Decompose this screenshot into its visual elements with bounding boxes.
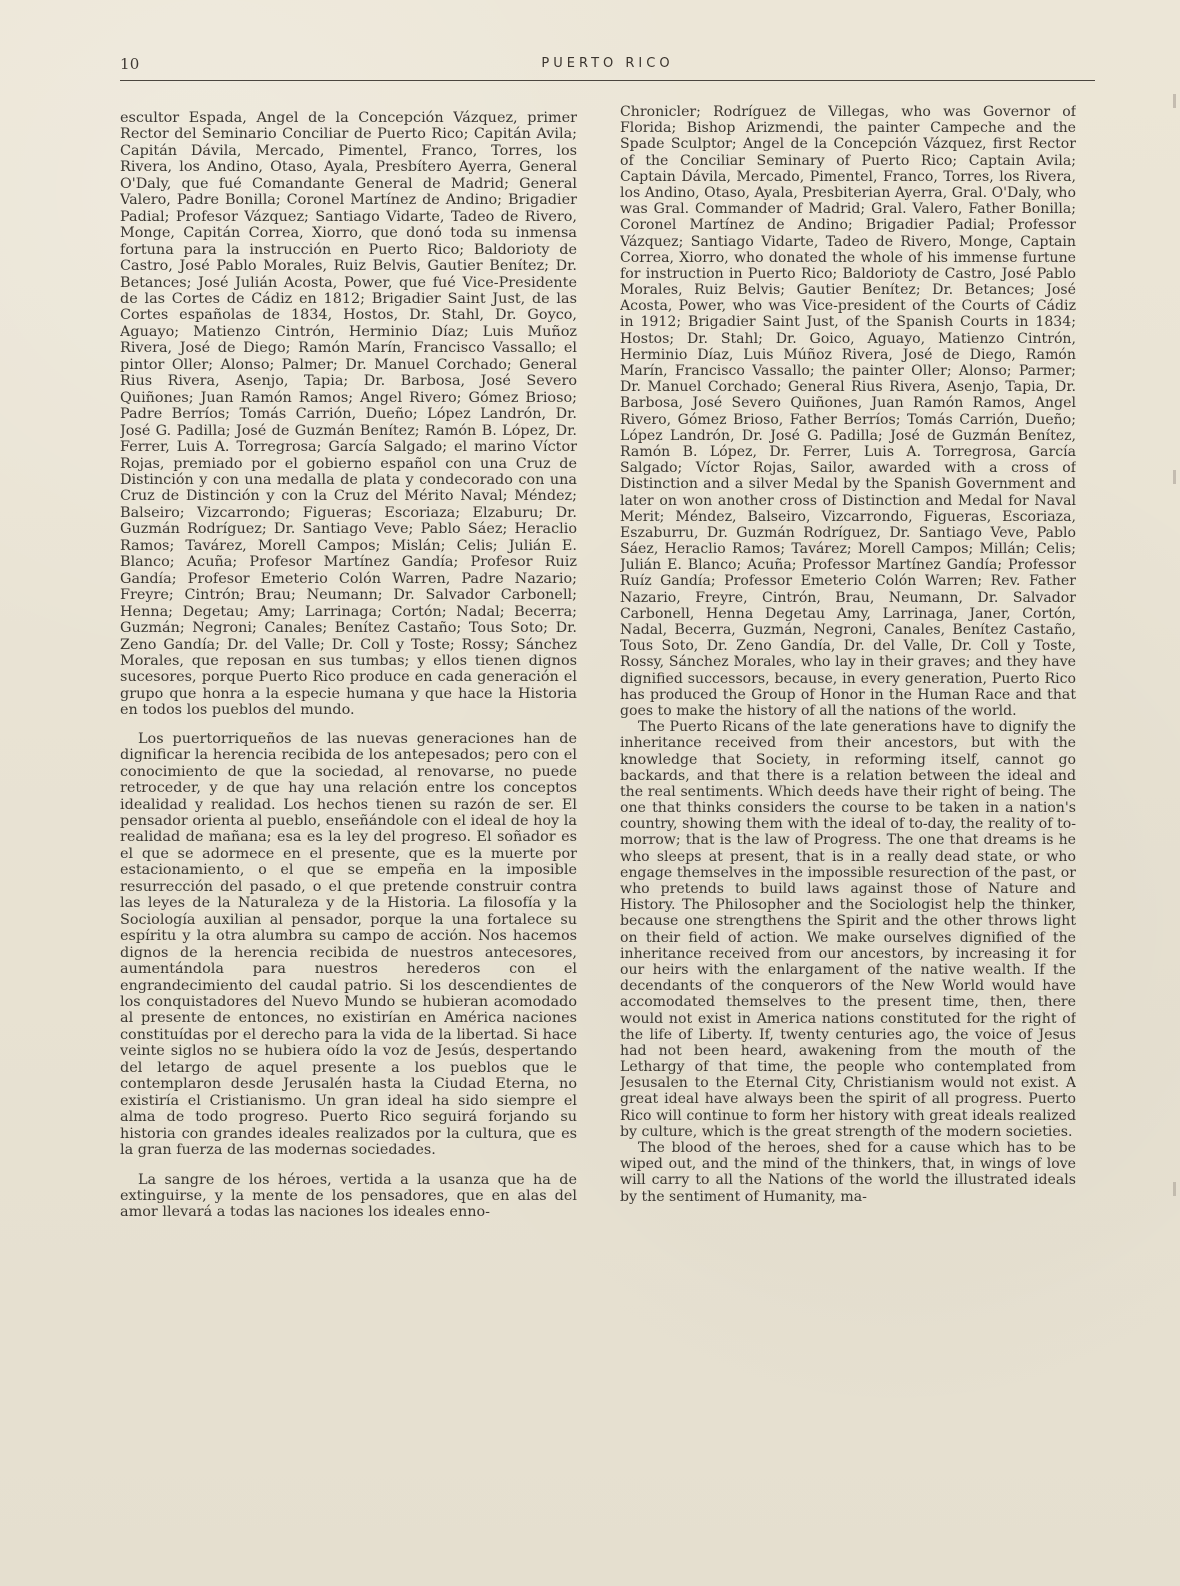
page-edge-mark (1173, 470, 1176, 484)
page-edge-mark (1173, 1182, 1176, 1196)
spanish-paragraph-2: Los puertorriqueños de las nuevas generaciones han de dignificar la herencia recibida de los antepesados; pero con el conocimiento de que la sociedad, al renovarse, no puede retroceder, y de que hay una relación entre los conceptos idealidad y realidad. Los hechos tienen su razón de ser. El pensador orienta al pueblo, enseñándole con el ideal de hoy la realidad de mañana; esa es la ley del progreso. El soñador es el que se adormece en el presente, que es la muerte por estacionamiento, o el que se empeña en la imposible resurrección del pasado, o el que pretende construir contra las leyes de la Naturaleza y de la Historia. La filosofía y la Sociología auxilian al pensador, porque la una fortalece su espíritu y la otra alumbra su campo de acción. Nos hacemos dignos de la herencia recibida de nuestros antecesores, aumentándola para nuestros herederos con el engrandecimiento del caudal patrio. Si los descendientes de los conquistadores del Nuevo Mundo se hubieran acomodado al presente de entonces, no existirían en América naciones constituídas por el derecho para la vida de la libertad. Si hace veinte siglos no se hubiera oído la voz de Jesús, despertando del letargo de aquel presente a los pueblos que le contemplaron desde Jerusalén hasta la Ciudad Eterna, no existiría el Cristianismo. Un gran ideal ha sido siempre el alma de todo progreso. Puerto Rico seguirá forjando su historia con grandes ideales realizados por la cultura, que es la gran fuerza de las modernas sociedades. (120, 730, 577, 1159)
english-column (620, 104, 1076, 1524)
spanish-paragraph-1: escultor Espada, Angel de la Concepción Vázquez, primer Rector del Seminario Conciliar de Puerto Rico; Capitán Avila; Capitán Dávila, Mercado, Pimentel, Franco, Torres, los Rivera, los Andino, Otaso, Ayala, Presbítero Ayerra, General O'Daly, que fué Comandante General de Madrid; General Valero, Padre Bonilla; Coronel Martínez de Andino; Brigadier Padial; Profesor Vázquez; Santiago Vidarte, Tadeo de Rivero, Monge, Capitán Correa, Xiorro, que donó toda su inmensa fortuna para la instrucción en Puerto Rico; Baldorioty de Castro, José Pablo Morales, Ruiz Belvis, Gautier Benítez; Dr. Betances; José Julián Acosta, Power, que fué Vice-Presidente de las Cortes de Cádiz en 1812; Brigadier Saint Just, de las Cortes españolas de 1834, Hostos, Dr. Stahl, Dr. Goyco, Aguayo; Matienzo Cintrón, Herminio Díaz; Luis Muñoz Rivera, José de Diego; Ramón Marín, Francisco Vassallo; el pintor Oller; Alonso; Palmer; Dr. Manuel Corchado; General Rius Rivera, Asenjo, Tapia; Dr. Barbosa, José Severo Quiñones; Juan Ramón Ramos; Angel Rivero; Gómez Brioso; Padre Berríos; Tomás Carrión, Dueño; López Landrón, Dr. José G. Padilla; José de Guzmán Benítez; Ramón B. López, Dr. Ferrer, Luis A. Torregrosa; García Salgado; el marino Víctor Rojas, premiado por el gobierno español con una Cruz de Distinción y con una medalla de plata y condecorado con una Cruz de Distinción y con la Cruz del Mérito Naval; Méndez; Balseiro; Vizcarrondo; Figueras; Escoriaza; Elzaburu; Dr. Guzmán Rodríguez; Dr. Santiago Veve; Pablo Sáez; Heraclio Ramos; Tavárez, Morell Campos; Mislán; Celis; Julián E. Blanco; Acuña; Profesor Martínez Gandía; Profesor Ruiz Gandía; Profesor Emeterio Colón Warren, Padre Nazario; Freyre; Cintrón; Brau; Neumann; Dr. Salvador Carbonell; Henna; Degetau; Amy; Larrinaga; Cortón; Nadal; Becerra; Guzmán; Negroni; Canales; Benítez Castaño; Tous Soto; Dr. Zeno Gandía; Dr. del Valle; Dr. Coll y Toste; Rossy; Sánchez Morales, que reposan en sus tumbas; y ellos tienen dignos sucesores, porque Puerto Rico produce en cada generación el grupo que honra a la especie humana y que hace la Historia en todos los pueblos del mundo. (120, 110, 577, 719)
english-paragraph-2: The Puerto Ricans of the late generations have to dignify the inheritance received from their ancestors, but with the knowledge that Society, in reforming itself, cannot go backards, and that there is a relation between the ideal and the real sentiments. Which deeds have their right of being. The one that thinks considers the course to be taken in a nation's country, showing them with the ideal of to-day, the reality of to-morrow; that is the law of Progress. The one that dreams is he who sleeps at present, that is in a really dead state, or who engage themselves in the impossible resurection of the past, or who pretends to build laws against those of Nature and History. The Philosopher and the Sociologist help the thinker, because one strengthens the Spirit and the other throws light on their field of action. We make ourselves dignified of the inheritance received from our ancestors, by increasing it for our heirs with the enlargament of the native wealth. If the decendants of the conquerors of the New World would have accomodated themselves to the present time, then, there would not exist in America nations constituted for the right of the life of Liberty. If, twenty centuries ago, the voice of Jesus had not been heard, awakening from the mouth of the Lethargy of that time, the people who contemplated from Jesusalen to the Eternal City, Christianism would not exist. A great ideal have always been the spirit of all progress. Puerto Rico will continue to form her history with great ideals realized by culture, which is the great strength of the modern societies. (620, 719, 1076, 1140)
header-rule (120, 80, 1095, 81)
english-paragraph-3: The blood of the heroes, shed for a cause which has to be wiped out, and the mind of the thinkers, that, in wings of love will carry to all the Nations of the world the illustrated ideals by the sentiment of Humanity, ma- (620, 1140, 1076, 1205)
magazine-title: PUERTO RICO (541, 56, 674, 71)
spanish-paragraph-3: La sangre de los héroes, vertida a la usanza que ha de extinguirse, y la mente de los pensadores, que en alas del amor llevará a todas las naciones los ideales enno- (120, 1171, 577, 1221)
english-paragraph-1: Chronicler; Rodríguez de Villegas, who was Governor of Florida; Bishop Arizmendi, the painter Campeche and the Spade Sculptor; Angel de la Concepción Vázquez, first Rector of the Conciliar Seminary of Puerto Rico; Captain Avila; Captain Dávila, Mercado, Pimentel, Franco, Torres, los Rivera, los Andino, Otaso, Ayala, Presbiterian Ayerra, Gral. O'Daly, who was Gral. Commander of Madrid; Gral. Valero, Father Bonilla; Coronel Martínez de Andino; Brigadier Padial; Professor Vázquez; Santiago Vidarte, Tadeo de Rivero, Monge, Captain Correa, Xiorro, who donated the whole of his immense furtune for instruction in Puerto Rico; Baldorioty de Castro, José Pablo Morales, Ruiz Belvis; Gautier Benítez; Dr. Betances; José Acosta, Power, who was Vice-president of the Courts of Cádiz in 1912; Brigadier Saint Just, of the Spanish Courts in 1834; Hostos; Dr. Stahl; Dr. Goico, Aguayo, Matienzo Cintrón, Herminio Díaz, Luis Múñoz Rivera, José de Diego, Ramón Marín, Francisco Vassallo; the painter Oller; Alonso; Parmer; Dr. Manuel Corchado; General Rius Rivera, Asenjo, Tapia, Dr. Barbosa, José Severo Quiñones, Juan Ramón Ramos, Angel Rivero, Gómez Brioso, Father Berríos; Tomás Carrión, Dueño; López Landrón, Dr. José G. Padilla; José de Guzmán Benítez, Ramón B. López, Dr. Ferrer, Luis A. Torregrosa, García Salgado; Víctor Rojas, Sailor, awarded with a cross of Distinction and a silver Medal by the Spanish Government and later on won another cross of Distinction and Medal for Naval Merit; Méndez, Balseiro, Vizcarrondo, Figueras, Escoriaza, Eszaburru, Dr. Guzmán Rodríguez, Dr. Santiago Veve, Pablo Sáez, Heraclio Ramos; Tavárez; Morell Campos; Millán; Celis; Julián E. Blanco; Acuña; Professor Martínez Gandía; Professor Ruíz Gandía; Professor Emeterio Colón Warren; Rev. Father Nazario, Freyre, Cintrón, Brau, Neumann, Dr. Salvador Carbonell, Henna Degetau Amy, Larrinaga, Janer, Cortón, Nadal, Becerra, Guzmán, Negroni, Canales, Benítez Castaño, Tous Soto, Dr. Zeno Gandía, Dr. del Valle, Dr. Coll y Toste, Rossy, Sánchez Morales, who lay in their graves; and they have dignified successors, because, in every generation, Puerto Rico has produced the Group of Honor in the Human Race and that goes to make the history of all the nations of the world. (620, 104, 1076, 719)
spanish-column (120, 110, 577, 1530)
page-number: 10 (120, 55, 140, 73)
page-edge-mark (1173, 94, 1176, 108)
